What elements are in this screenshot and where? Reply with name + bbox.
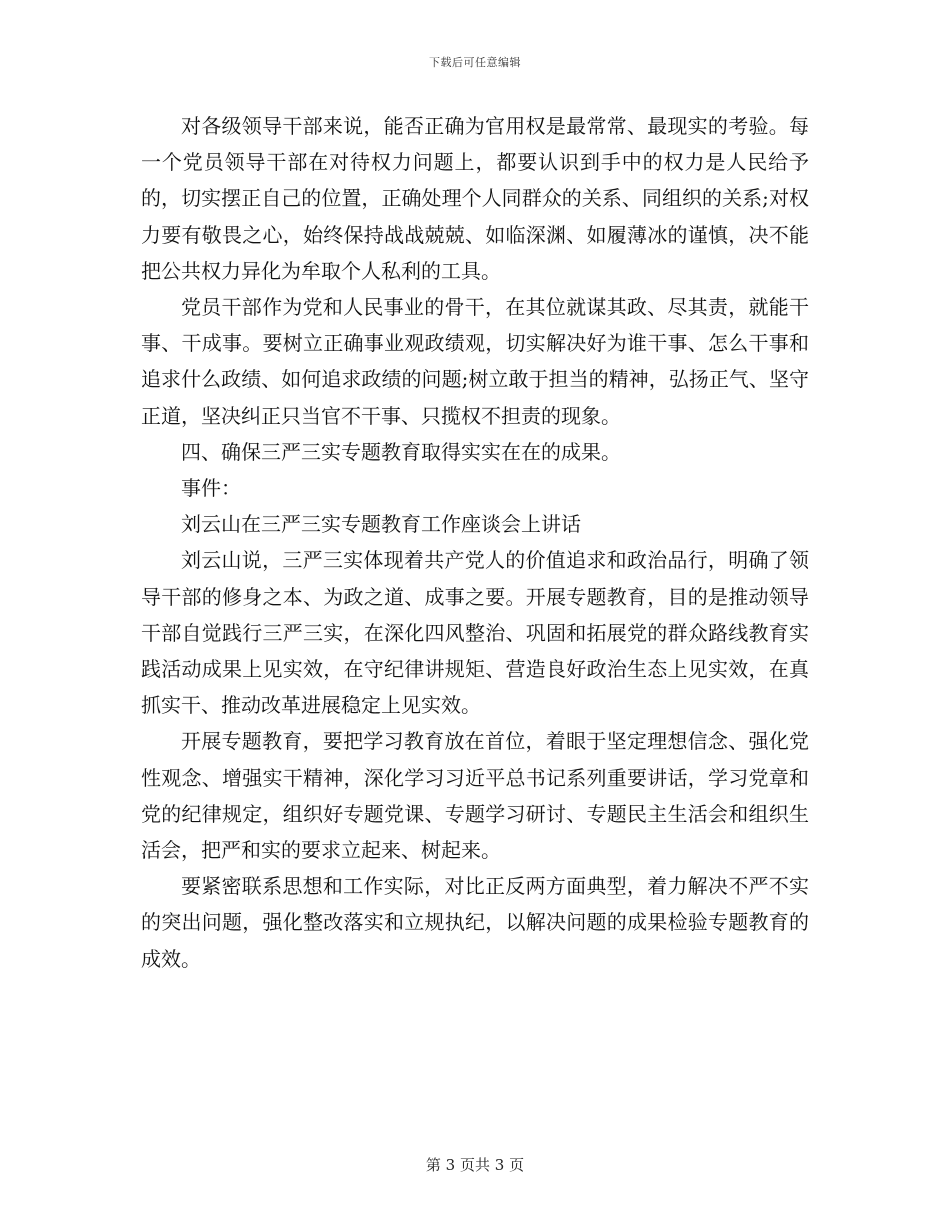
paragraph: 要紧密联系思想和工作实际，对比正反两方面典型，着力解决不严不实的突出问题，强化整改落实和立规执纪，以解决问题的成果检验专题教育的成效。 <box>141 874 809 971</box>
paragraph: 刘云山说，三严三实体现着共产党人的价值追求和政治品行，明确了领导干部的修身之本、为政之道、成事之要。开展专题教育，目的是推动领导干部自觉践行三严三实，在深化四风整治、巩固和拓展党的群众路线教育实践活动成果上见实效，在守纪律讲规矩、营造良好政治生态上见实效，在真抓实干、推动改革进展稳定上见实效。 <box>141 548 809 718</box>
event-title: 刘云山在三严三实专题教育工作座谈会上讲话 <box>181 512 581 537</box>
paragraph: 对各级领导干部来说，能否正确为官用权是最常常、最现实的考验。每一个党员领导干部在对待权力问题上，都要认识到手中的权力是人民给予的，切实摆正自己的位置，正确处理个人同群众的关系、同组织的关系;对权力要有敬畏之心，始终保持战战兢兢、如临深渊、如履薄冰的谨慎，决不能把公共权力异化为牟取个人私利的工具。 <box>141 114 809 283</box>
document-body <box>141 108 809 977</box>
page-number: 第 3 页共 3 页 <box>425 1156 525 1174</box>
paragraph: 开展专题教育，要把学习教育放在首位，着眼于坚定理想信念、强化党性观念、增强实干精神，深化学习习近平总书记系列重要讲话，学习党章和党的纪律规定，组织好专题党课、专题学习研讨、专题民主生活会和组织生活会，把严和实的要求立起来、树起来。 <box>141 729 809 863</box>
paragraph: 党员干部作为党和人民事业的骨干，在其位就谋其政、尽其责，就能干事、干成事。要树立正确事业观政绩观，切实解决好为谁干事、怎么干事和追求什么政绩、如何追求政绩的问题;树立敢于担当的精神，弘扬正气、坚守正道，坚决纠正只当官不干事、只揽权不担责的现象。 <box>141 295 809 428</box>
event-label: 事件： <box>181 476 241 501</box>
page-header-note: 下载后可任意编辑 <box>429 56 521 69</box>
section-heading: 四、确保三严三实专题教育取得实实在在的成果。 <box>181 439 621 464</box>
